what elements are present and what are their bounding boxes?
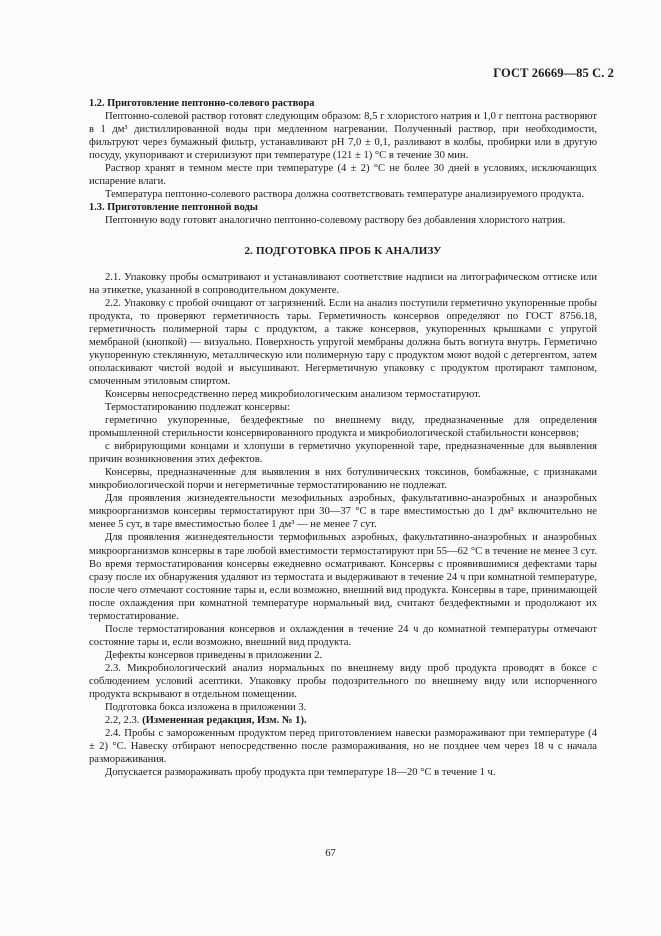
page-number: 67 (325, 848, 336, 859)
document-body (89, 97, 597, 779)
section-2-title: 2. ПОДГОТОВКА ПРОБ К АНАЛИЗУ (244, 245, 442, 258)
paragraph: 2.1. Упаковку пробы осматривают и устанавливают соответствие надписи на литографическом оттиске или на этикетке, указанной в сопроводительном документе. (89, 271, 597, 296)
amendment-clauses: 2.2, 2.3. (105, 715, 143, 727)
paragraph: Раствор хранят в темном месте при температуре (4 ± 2) °С не более 30 дней в условиях, исключающих испарение влаги. (89, 163, 597, 188)
paragraph: Для проявления жизнедеятельности мезофильных аэробных, факультативно-анаэробных и анаэробных микроорганизмов консервы термостатируют при 30—37 °С в таре вместимостью до 1 дм³ включительно не менее 5 сут, в таре вместимостью более 1 дм³ — не менее 7 сут. (89, 493, 597, 531)
paragraph: Пептонно-солевой раствор готовят следующим образом: 8,5 г хлористого натрия и 1,0 г пептона растворяют в 1 дм³ дистиллированной воды при медленном нагревании. Полученный раствор, при необходимости, фильтруют через бумажный фильтр, устанавливают pH 7,0 ± 0,1, разливают в колбы, пробирки или в другую посуду, укупоривают и стерилизуют при температуре (121 ± 1) °С в течение 30 мин. (89, 111, 597, 162)
paragraph: 2.3. Микробиологический анализ нормальных по внешнему виду проб продукта проводят в боксе с соблюдением условий асептики. Упаковку пробы подозрительного по внешнему виду или испорченного продукта вскрывают в отдельном помещении. (89, 662, 597, 701)
amendment-label: (Измененная редакция, Изм. № 1). (142, 715, 307, 727)
paragraph: Для проявления жизнедеятельности термофильных аэробных, факультативно-анаэробных и анаэробных микроорганизмов консервы в таре любой вместимости термостатируют при 55—62 °С в течение не менее 3 сут. Во время термостатирования консервы ежедневно осматривают. Консервы с проявившимися дефектами тары сразу после их обнаружения удаляют из термостата и выдерживают в течение 24 ч при комнатной температуре, после чего отмечают состояние тары и, если возможно, внешний вид продукта. Консервы в таре, принимающей после охлаждения при комнатной температуре нормальный вид, считают бездефектными и продолжают их термостатирование. (89, 532, 597, 622)
paragraph: с вибрирующими концами и хлопуши в герметично укупоренной таре, предназначенные для выявления причин возникновения этих дефектов. (89, 441, 597, 466)
paragraph: Консервы, предназначенные для выявления в них ботулинических токсинов, бомбажные, с признаками микробиологической порчи и негерметичные термостатированию не подлежат. (89, 467, 597, 492)
paragraph: Подготовка бокса изложена в приложении 3. (105, 702, 307, 714)
section-1-3-title: 1.3. Приготовление пептонной воды (89, 202, 258, 214)
paragraph: Допускается размораживать пробу продукта при температуре 18—20 °С в течение 1 ч. (105, 767, 496, 779)
paragraph: 2.2. Упаковку с пробой очищают от загрязнений. Если на анализ поступили герметично укупоренные пробы продукта, то проверяют герметичность тары. Герметичность консервов определяют по ГОСТ 8756.18, герметичность полимерной тары с продуктом, а также консервов, укупоренных крышками с упругой мембраной (кнопкой) — визуально. Поверхность упругой мембраны должна быть вогнута внутрь. Герметично укупоренную стеклянную, металлическую или полимерную тару с продуктом моют водой с детергентом, затем ополаскивают чистой водой и высушивают. Негерметичную упаковку с продуктом протирают тампоном, смоченным этиловым спиртом. (89, 297, 597, 387)
paragraph: герметично укупоренные, бездефектные по внешнему виду, предназначенные для определения промышленной стерильности консервированного продукта и микробиологической стабильности консервов; (89, 415, 597, 440)
paragraph: Консервы непосредственно перед микробиологическим анализом термостатируют. (105, 388, 481, 400)
amendment-note (89, 714, 597, 727)
paragraph: Температура пептонно-солевого раствора должна соответствовать температуре анализируемого продукта. (105, 189, 584, 201)
paragraph: 2.4. Пробы с замороженным продуктом перед приготовлением навески размораживают при температуре (4 ± 2) °С. Навеску отбирают непосредственно после размораживания, но не позднее чем через 18 ч с начала размораживания. (89, 728, 597, 766)
standard-header: ГОСТ 26669—85 С. 2 (493, 66, 614, 80)
paragraph: Пептонную воду готовят аналогично пептонно-солевому раствору без добавления хлористого натрия. (105, 215, 566, 227)
paragraph: Дефекты консервов приведены в приложении 2. (105, 649, 323, 661)
section-1-2-title: 1.2. Приготовление пептонно-солевого раствора (89, 98, 315, 109)
paragraph: После термостатирования консервов и охлаждения в течение 24 ч до комнатной температуры отмечают состояние тары и, если возможно, внешний вид продукта. (89, 623, 597, 648)
paragraph: Термостатированию подлежат консервы: (105, 401, 290, 413)
